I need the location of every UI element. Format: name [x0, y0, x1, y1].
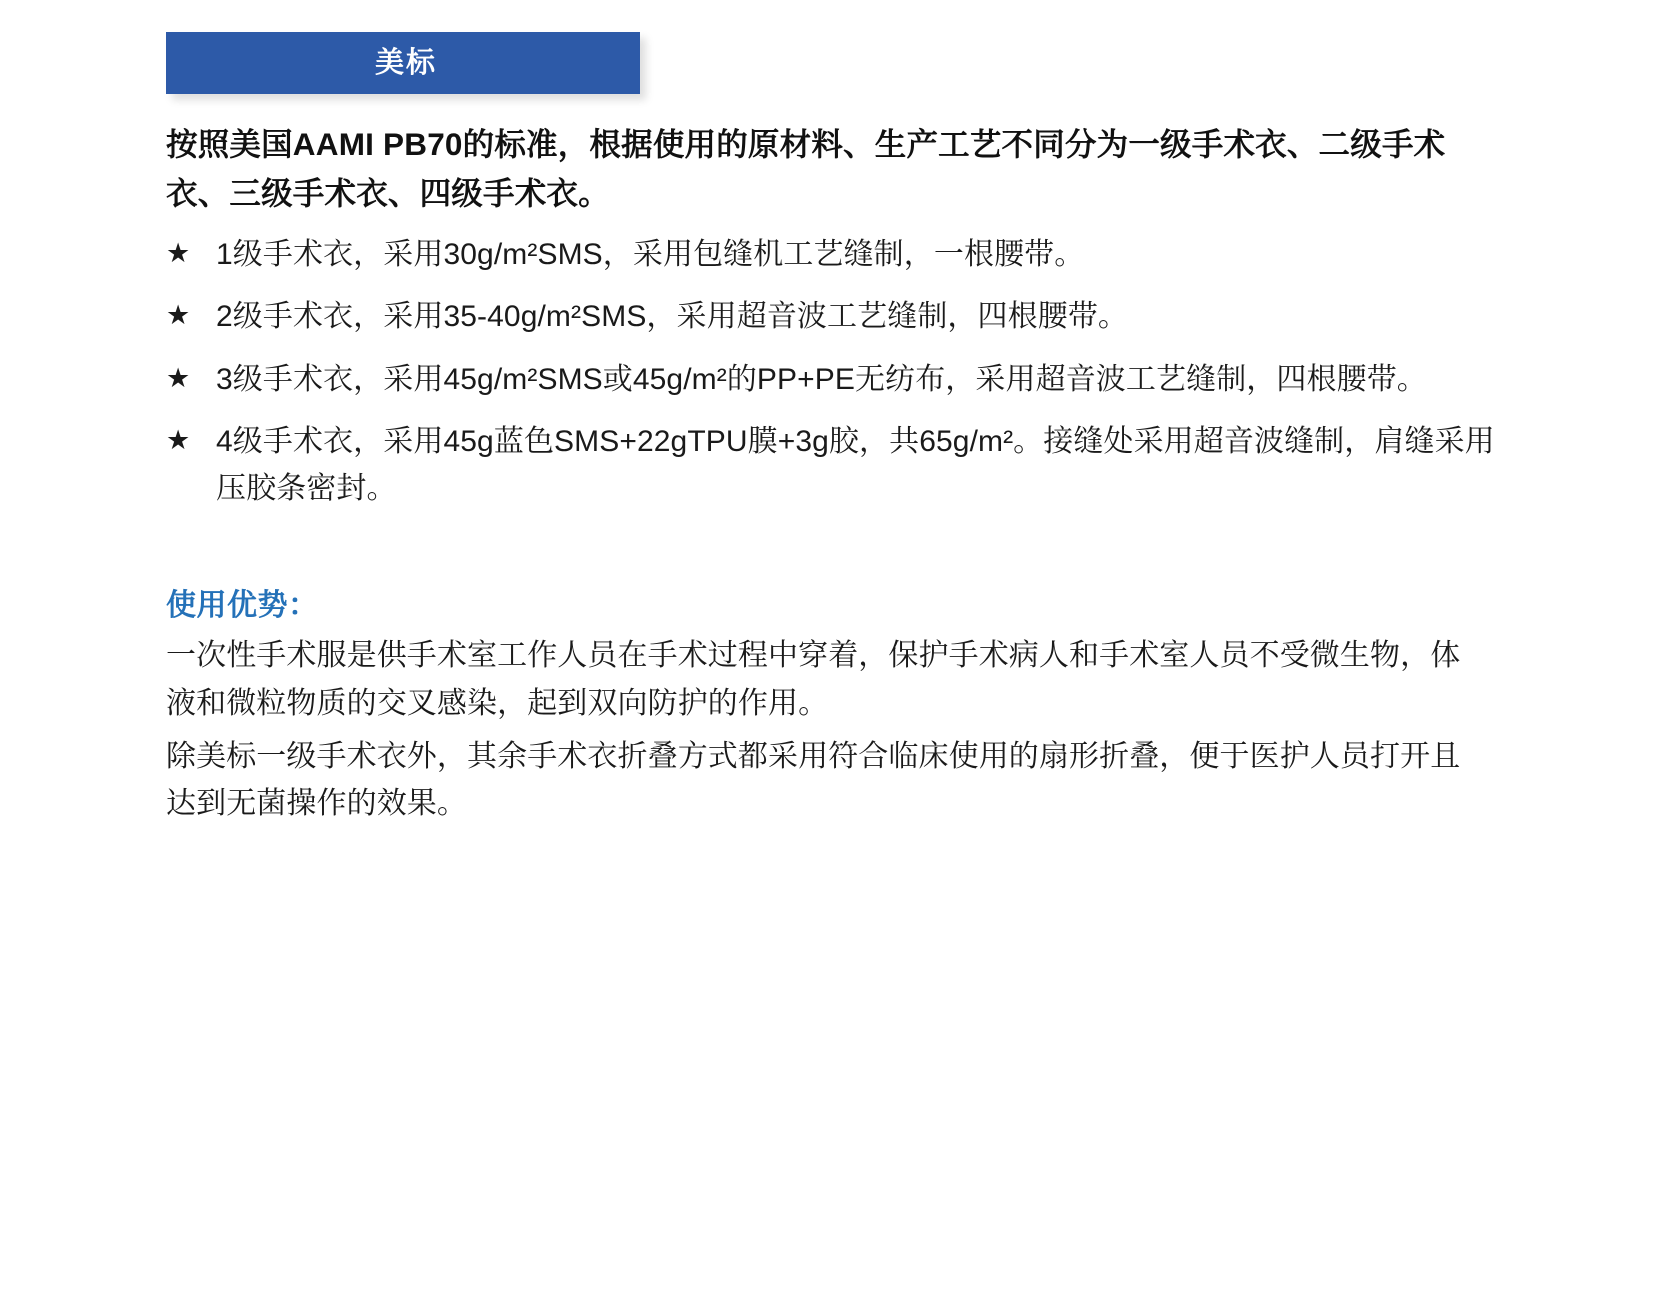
list-item-text: 1级手术衣，采用30g/m²SMS，采用包缝机工艺缝制，一根腰带。 — [216, 237, 1085, 271]
list-item-text: 2级手术衣，采用35-40g/m²SMS，采用超音波工艺缝制，四根腰带。 — [216, 300, 1129, 334]
advantages-paragraph-2: 除美标一级手术衣外，其余手术衣折叠方式都采用符合临床使用的扇形折叠，便于医护人员打开且达到无菌操作的效果。 — [166, 739, 1461, 821]
grade-list — [166, 232, 1496, 513]
banner-title: 美标 — [374, 46, 437, 79]
star-icon: ★ — [166, 362, 191, 393]
star-icon: ★ — [166, 237, 191, 268]
lead-paragraph: 按照美国AAMI PB70的标准，根据使用的原材料、生产工艺不同分为一级手术衣、二级手术衣、三级手术衣、四级手术衣。 — [166, 126, 1446, 211]
advantages-paragraph-1: 一次性手术服是供手术室工作人员在手术过程中穿着，保护手术病人和手术室人员不受微生物，体液和微粒物质的交叉感染，起到双向防护的作用。 — [166, 639, 1461, 720]
list-item-text: 4级手术衣，采用45g蓝色SMS+22gTPU膜+3g胶，共65g/m²。接缝处采用超音波缝制，肩缝采用压胶条密封。 — [216, 425, 1495, 505]
list-item — [166, 294, 1496, 341]
section-banner — [166, 32, 640, 94]
document-content — [166, 120, 1496, 828]
advantages-heading: 使用优势： — [166, 589, 319, 623]
star-icon: ★ — [166, 425, 191, 456]
section-spacer — [166, 528, 1496, 580]
list-item — [166, 232, 1496, 279]
list-item — [166, 419, 1496, 512]
star-icon: ★ — [166, 300, 191, 331]
list-item-text: 3级手术衣，采用45g/m²SMS或45g/m²的PP+PE无纺布，采用超音波工艺缝制，四根腰带。 — [216, 362, 1427, 396]
list-item — [166, 357, 1496, 404]
